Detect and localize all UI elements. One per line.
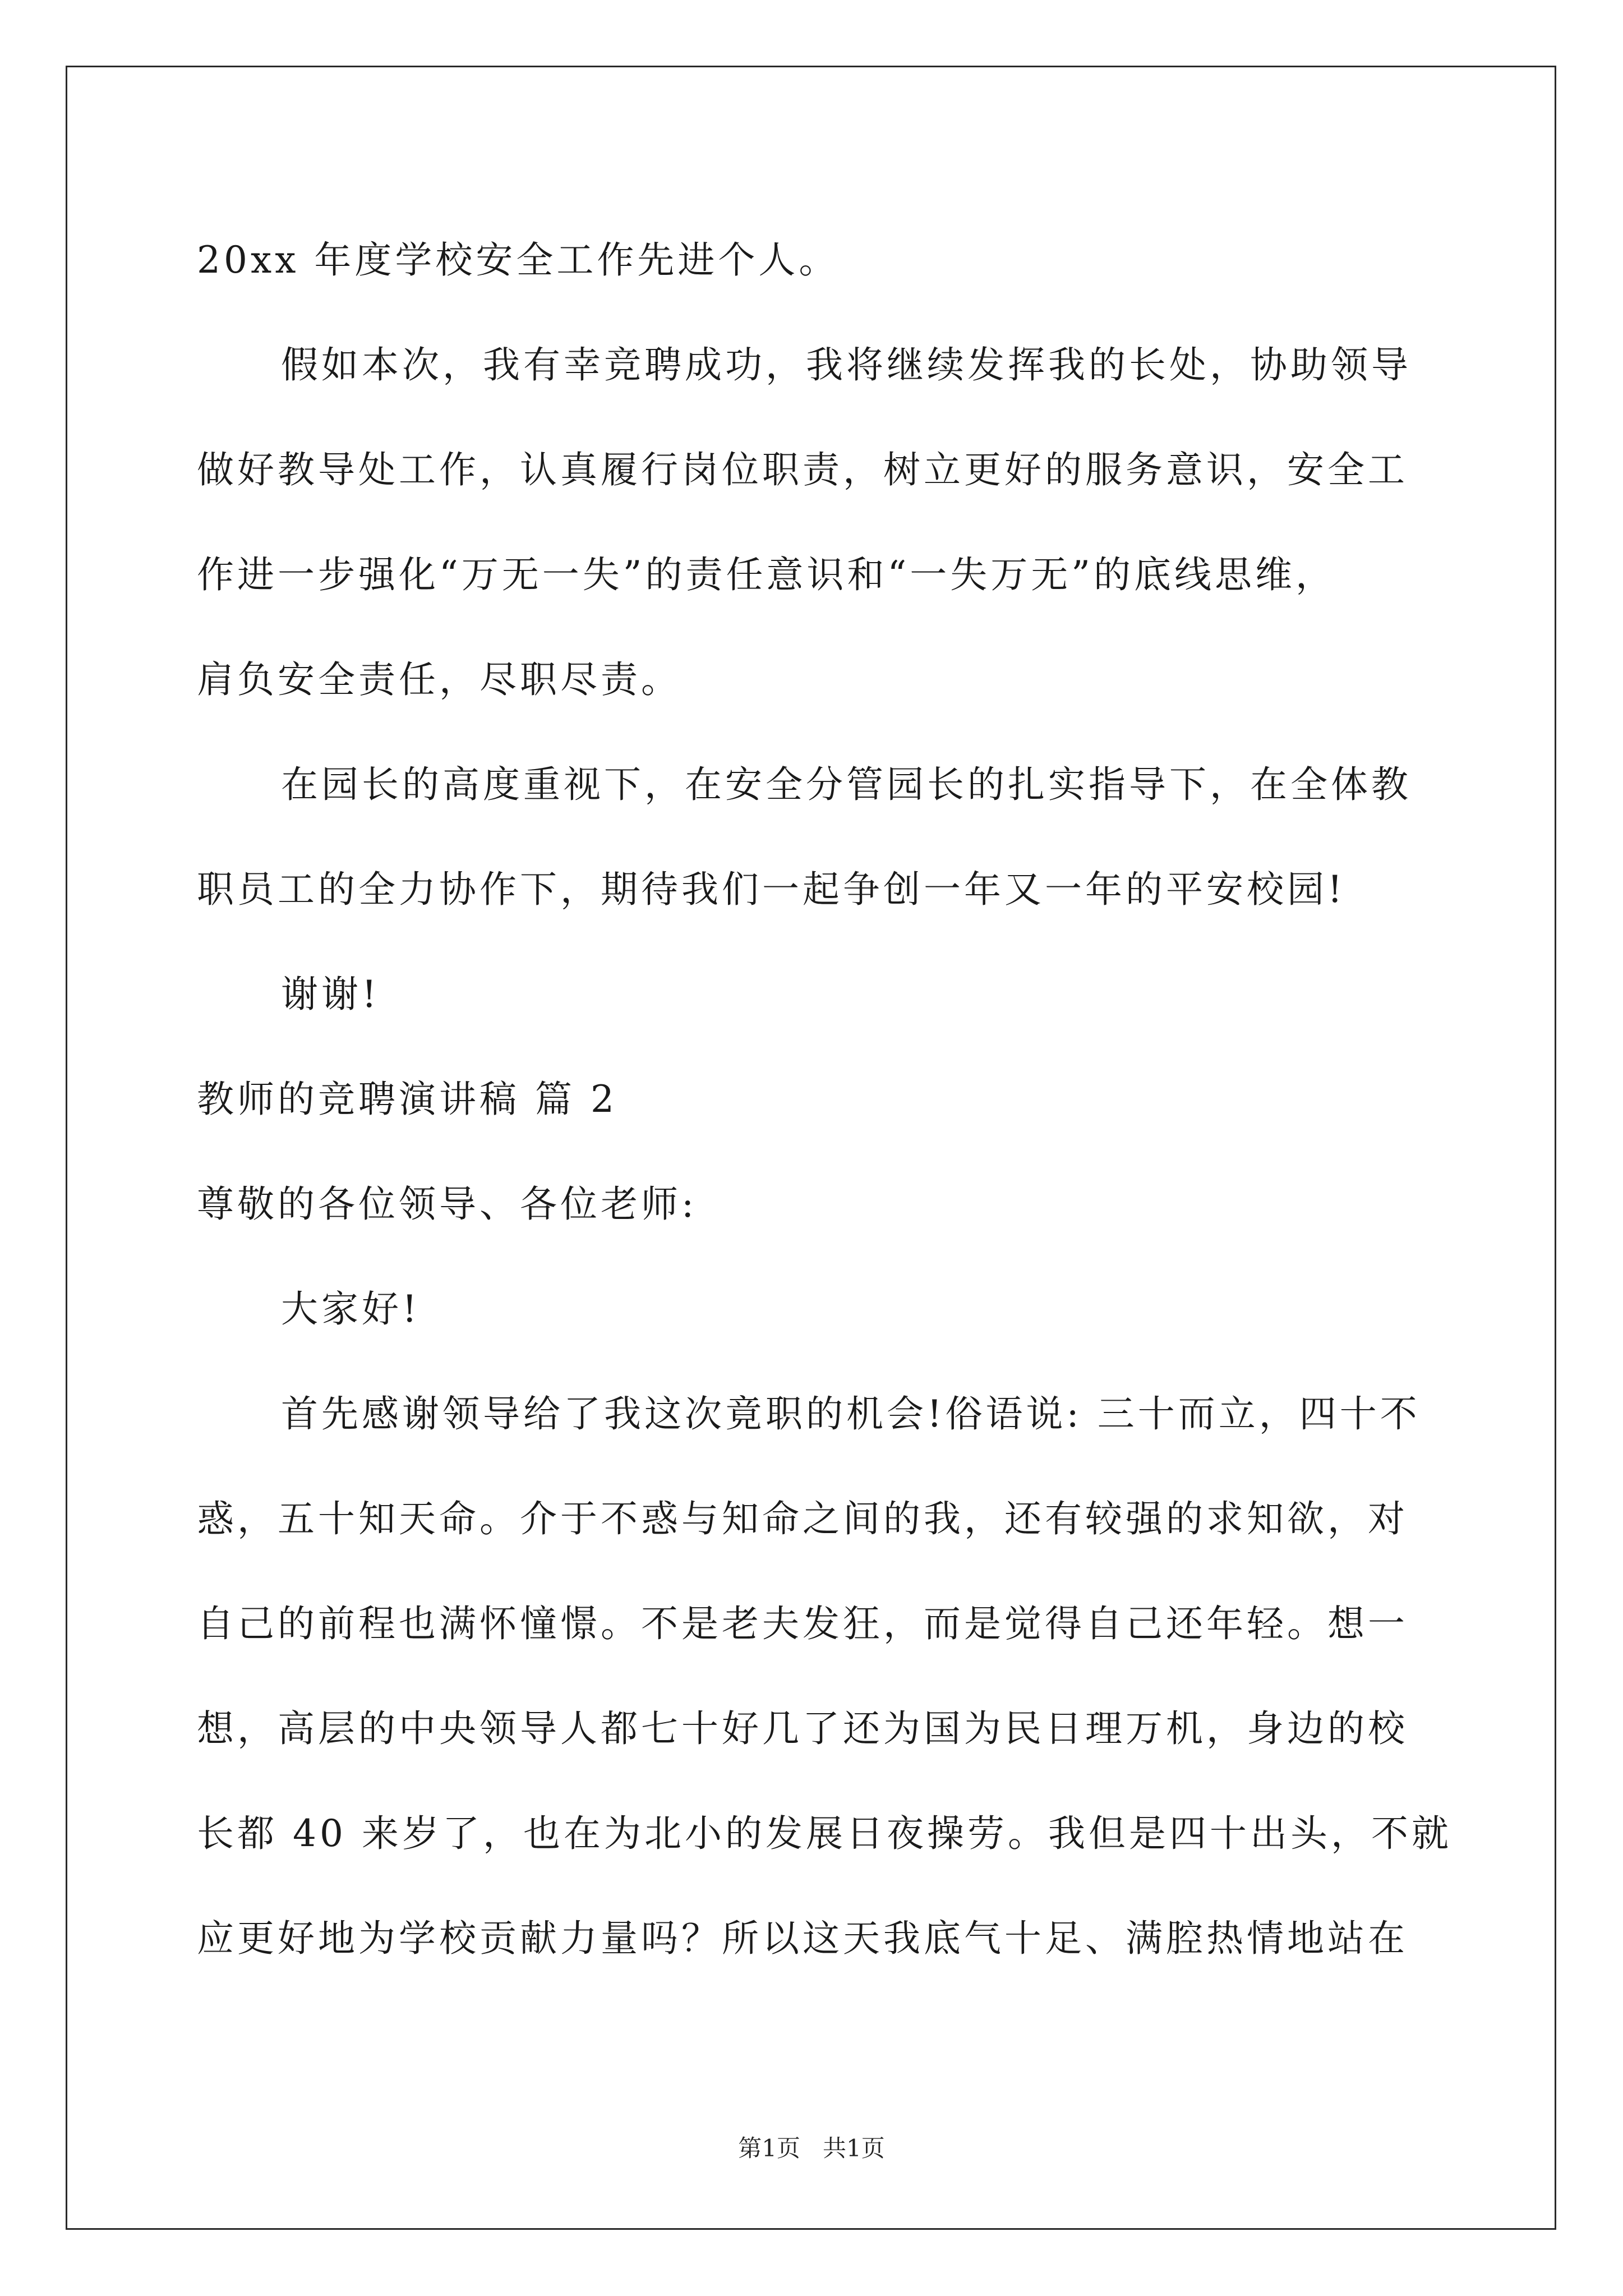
greeting: 大家好! <box>281 1287 421 1331</box>
text-line: 在园长的高度重视下，在安全分管园长的扎实指导下，在全体教 <box>281 763 1412 806</box>
text-line: 作进一步强化“万无一失”的责任意识和“一失万无”的底线思维， <box>197 553 1336 596</box>
text-line: 20xx 年度学校安全工作先进个人。 <box>197 238 840 282</box>
text-line: 肩负安全责任，尽职尽责。 <box>197 658 681 701</box>
text-line: 应更好地为学校贡献力量吗？所以这天我底气十足、满腔热情地站在 <box>197 1917 1408 1960</box>
document-body <box>197 208 1452 1991</box>
text-line: 做好教导处工作，认真履行岗位职责，树立更好的服务意识，安全工 <box>197 448 1408 491</box>
text-line: 假如本次，我有幸竞聘成功，我将继续发挥我的长处，协助领导 <box>281 343 1412 386</box>
text-line: 惑，五十知天命。介于不惑与知命之间的我，还有较强的求知欲，对 <box>197 1497 1408 1540</box>
text-line: 谢谢! <box>281 973 380 1016</box>
section-heading: 教师的竞聘演讲稿 篇 2 <box>197 1078 617 1121</box>
text-line: 职员工的全力协作下，期待我们一起争创一年又一年的平安校园! <box>197 868 1346 911</box>
text-line: 想，高层的中央领导人都七十好几了还为国为民日理万机，身边的校 <box>197 1707 1408 1750</box>
text-line: 首先感谢领导给了我这次竟职的机会!俗语说: 三十而立，四十不 <box>281 1392 1421 1435</box>
page-total: 共1页 <box>823 2134 885 2162</box>
page-number: 第1页 <box>738 2134 800 2162</box>
text-line: 自己的前程也满怀憧憬。不是老夫发狂，而是觉得自己还年轻。想一 <box>197 1602 1408 1645</box>
page-footer <box>0 2132 1623 2165</box>
salutation: 尊敬的各位领导、各位老师: <box>197 1182 698 1226</box>
text-line: 长都 40 来岁了，也在为北小的发展日夜操劳。我但是四十出头，不就 <box>197 1812 1452 1855</box>
